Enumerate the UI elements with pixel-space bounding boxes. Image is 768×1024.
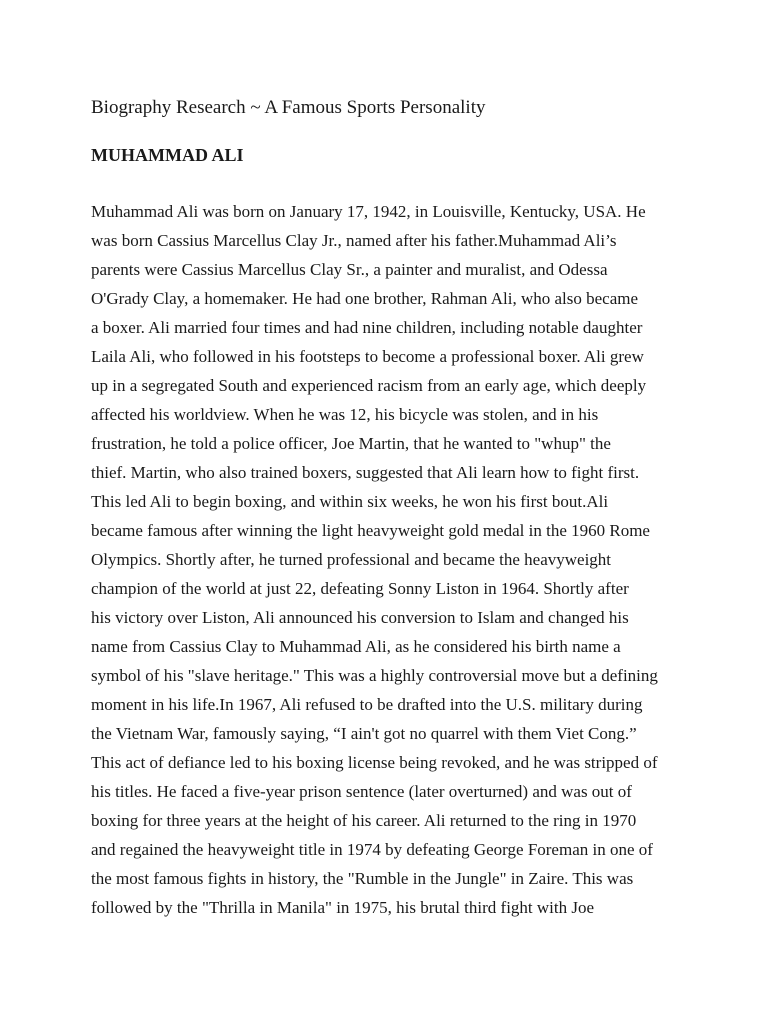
body-line: affected his worldview. When he was 12, his bicycle was stolen, and in his (91, 405, 599, 424)
body-paragraph (91, 197, 691, 922)
body-line: Olympics. Shortly after, he turned professional and became the heavyweight (91, 550, 612, 569)
body-line: symbol of his "slave heritage." This was a highly controversial move but a defining (91, 666, 658, 685)
body-line: This act of defiance led to his boxing license being revoked, and he was stripped of (91, 753, 658, 772)
document-subject: MUHAMMAD ALI (91, 145, 244, 165)
body-line: became famous after winning the light heavyweight gold medal in the 1960 Rome (91, 521, 650, 540)
body-line: This led Ali to begin boxing, and within six weeks, he won his first bout.Ali (91, 492, 609, 511)
body-line: a boxer. Ali married four times and had nine children, including notable daughter (91, 318, 643, 337)
body-line: champion of the world at just 22, defeating Sonny Liston in 1964. Shortly after (91, 579, 629, 598)
body-line: up in a segregated South and experienced racism from an early age, which deeply (91, 376, 647, 395)
document-heading: Biography Research ~ A Famous Sports Personality (91, 97, 486, 118)
body-line: thief. Martin, who also trained boxers, suggested that Ali learn how to fight first. (91, 463, 640, 482)
body-line: moment in his life.In 1967, Ali refused to be drafted into the U.S. military during (91, 695, 643, 714)
body-line: Muhammad Ali was born on January 17, 1942, in Louisville, Kentucky, USA. He (91, 202, 646, 221)
body-line: Laila Ali, who followed in his footsteps to become a professional boxer. Ali grew (91, 347, 644, 366)
body-line: his victory over Liston, Ali announced his conversion to Islam and changed his (91, 608, 629, 627)
body-line: the most famous fights in history, the "Rumble in the Jungle" in Zaire. This was (91, 869, 634, 888)
body-line: and regained the heavyweight title in 1974 by defeating George Foreman in one of (91, 840, 653, 859)
body-line: his titles. He faced a five-year prison sentence (later overturned) and was out of (91, 782, 632, 801)
body-line: O'Grady Clay, a homemaker. He had one brother, Rahman Ali, who also became (91, 289, 639, 308)
body-line: was born Cassius Marcellus Clay Jr., named after his father.Muhammad Ali’s (91, 231, 617, 250)
body-line: parents were Cassius Marcellus Clay Sr., a painter and muralist, and Odessa (91, 260, 608, 279)
body-line: boxing for three years at the height of his career. Ali returned to the ring in 1970 (91, 811, 637, 830)
body-line: frustration, he told a police officer, Joe Martin, that he wanted to "whup" the (91, 434, 611, 453)
body-line: the Vietnam War, famously saying, “I ain't got no quarrel with them Viet Cong.” (91, 724, 637, 743)
body-line: followed by the "Thrilla in Manila" in 1975, his brutal third fight with Joe (91, 898, 595, 917)
body-line: name from Cassius Clay to Muhammad Ali, as he considered his birth name a (91, 637, 621, 656)
